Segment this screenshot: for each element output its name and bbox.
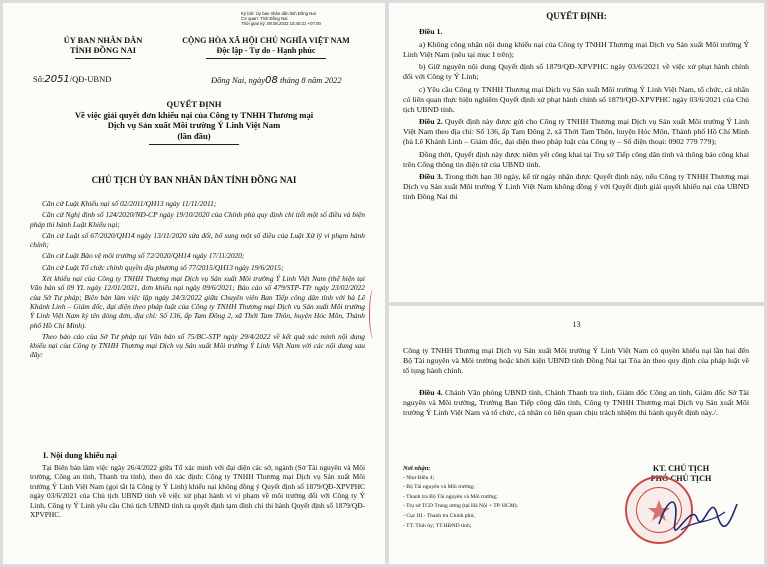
article-4-text: Chánh Văn phòng UBND tỉnh, Chánh Thanh tra tỉnh, Giám đốc Công an tỉnh, Giám đốc Sở Tài nguyên và Môi trường, Trưởng Ban Tiếp công dân tỉnh, Công ty TNHH Thương mại Dịch vụ Sản xuất Môi trường Ý Linh Việt Nam và tổ chức, cá nhân có liên quan chịu trách nhiệm thi hành quyết định này./. [403, 388, 749, 417]
agency-header [45, 36, 161, 59]
authority-heading: CHỦ TỊCH ỦY BAN NHÂN DÂN TỈNH ĐỒNG NAI [91, 175, 297, 185]
digital-signature-line: Ký bởi: Ủy ban nhân dân tỉnh Đồng Nai [241, 11, 316, 16]
article-2-label: Điều 2. [419, 117, 443, 127]
date-day-handwritten: 08 [265, 75, 278, 86]
document-page-1 [3, 3, 385, 564]
decision-subtitle-line3: (lần đầu) [177, 130, 211, 141]
article-3-label: Điều 3. [419, 172, 443, 182]
article-1-item: b) Giữ nguyên nội dung Quyết định số 1879/QĐ-XPVPHC ngày 03/6/2021 về việc xử phạt hành chính đối với Công ty Ý Linh; [403, 62, 749, 82]
legal-basis-item: Căn cứ Luật Khiếu nại số 02/2011/QH13 ngày 11/11/2011; [42, 199, 217, 208]
date-line [211, 75, 342, 86]
date-prefix: Đồng Nai, ngày [211, 75, 266, 85]
article-1 [403, 27, 749, 37]
handwritten-signature [651, 484, 741, 544]
recipients-label: Nơi nhận: [403, 465, 431, 472]
legal-basis-item: Căn cứ Luật Bảo vệ môi trường số 72/2020/QH14 ngày 17/11/2020; [42, 251, 245, 261]
page-number: 13 [572, 320, 581, 329]
article-1-item: c) Yêu cầu Công ty TNHH Thương mại Dịch vụ Sản xuất Môi trường Ý Linh Việt Nam, tổ chức, cá nhân có liên quan thực hiện nghiêm Quyết định xử phạt hành chính số 1879/QĐ-XPVPHC ngày 03/6/2021 của Chủ tịch UBND tỉnh. [403, 84, 749, 114]
articles-body [403, 27, 749, 202]
recipient-item: - Cục III - Thanh tra Chính phủ; [403, 512, 475, 519]
article-1-label: Điều 1. [419, 27, 443, 36]
legal-basis-item: Xét khiếu nại của Công ty TNHH Thương mại Dịch vụ Sản xuất Môi trường Ý Linh Việt Nam (thể hiện tại Văn bản số 09 YL ngày 12/01/2021, đơn khiếu nại ngày 09/6/2021; Báo cáo số 479/STP-TTr ngày 23/02/2022 của Sở Tư pháp; Biên bản làm việc lập ngày 24/3/2022 giữa Chuyên viên Ban Tiếp công dân tỉnh với bà Lê Khánh Linh – Giám đốc, đại diện theo pháp luật của Công ty TNHH Thương mại Dịch vụ Sản xuất Môi trường Ý Linh Việt Nam ký tên đóng đơn, địa chỉ: Số 136, ấp Tam Đông 2, xã Thới Tam Thôn, huyện Hóc Môn, Thành phố Hồ Chí Minh). [30, 274, 365, 330]
national-motto: Độc lập - Tự do - Hạnh phúc [216, 46, 316, 55]
recipient-item: - Như Điều 4; [403, 474, 435, 481]
date-suffix: tháng 8 năm 2022 [279, 75, 342, 85]
article-3 [403, 172, 749, 201]
article-4-label: Điều 4. [419, 388, 443, 397]
section-1-body: Tại Biên bản làm việc ngày 26/4/2022 giữa Tổ xác minh với đại diện các sở, ngành (Sở Tài nguyên và Môi trường, Công an tỉnh, Thanh tra tỉnh), theo đó xác định: Công ty TNHH Thương mại Dịch vụ Sản xuất Môi trường Ý Linh Việt Nam (gọi tắt là Công ty Ý Linh) khiếu nại không đồng ý Quyết định số 1879/QĐ-XPVPHC ngày 03/6/2021 của Chủ tịch UBND tỉnh về việc xử phạt hành vi vi phạm về môi trường đối với Công ty Ý Linh, Công ty Ý Linh yêu cầu Chủ tịch UBND tỉnh ra quyết định tạm đình chỉ thi hành Quyết định số 1879/QĐ-XPVPHC. [30, 463, 365, 520]
article-4 [403, 388, 749, 417]
decision-subtitle-line1: Về việc giải quyết đơn khiếu nại của Công ty TNHH Thương mại [74, 109, 314, 120]
national-name: CỘNG HÒA XÃ HỘI CHỦ NGHĨA VIỆT NAM [182, 36, 350, 45]
number-handwritten: 2051 [44, 74, 70, 85]
decision-heading: QUYẾT ĐỊNH: [546, 11, 607, 21]
article-2 [403, 117, 749, 146]
signer-line-1: KT. CHỦ TỊCH [652, 464, 710, 473]
digital-signature-line: Thời gian ký: 08.08.2022 15:40:21 +07:00 [241, 21, 321, 27]
decision-title: QUYẾT ĐỊNH [166, 99, 222, 109]
document-page-2 [389, 3, 764, 302]
digital-signature-line: Cơ quan: Tỉnh Đồng Nai [241, 16, 288, 22]
agency-name-line2: TỈNH ĐỒNG NAI [69, 46, 137, 55]
number-suffix: /QĐ-UBND [69, 74, 112, 84]
motto-underline [206, 58, 326, 59]
legal-basis-item: Căn cứ Luật Tổ chức chính quyền địa phương số 77/2015/QH13 ngày 19/6/2015; [42, 262, 284, 272]
title-underline [149, 144, 239, 145]
recipient-item: - TT. Tỉnh ủy; TT.HĐND tỉnh; [403, 522, 472, 529]
section-1-heading: I. Nội dung khiếu nại [43, 451, 117, 460]
recipient-item: - Bộ Tài nguyên và Môi trường; [403, 484, 475, 491]
recipient-item: - Trụ sở TCD Trung ương (tại Hà Nội + TP. HCM); [403, 503, 519, 510]
legal-basis-item: Căn cứ Luật số 67/2020/QH14 ngày 13/11/2020 sửa đổi, bổ sung một số điều của Luật Xử lý vi phạm hành chính; [30, 230, 365, 250]
recipient-item: - Thanh tra Bộ Tài nguyên và Môi trường; [403, 493, 498, 500]
legal-basis-item: Theo báo cáo của Sở Tư pháp tại Văn bản số 75/BC-STP ngày 29/4/2022 về kết quả xác minh nội dung khiếu nại của Công ty TNHH Thương mại Dịch vụ Sản xuất Môi trường Ý Linh Việt Nam với các nội dung sau đây: [30, 331, 365, 360]
document-page-3 [389, 306, 764, 564]
article-2-text: Quyết định này được gửi cho Công ty TNHH Thương mại Dịch vụ Sản xuất Môi trường Ý Linh Việt Nam theo địa chỉ: Số 136, ấp Tam Đông 2, xã Thới Tam Thôn, huyện Hóc Môn, Thành phố Hồ Chí Minh (bà Lê Khánh Linh – Giám đốc, đại diện theo pháp luật của Công ty – Số điện thoại: 0902 779 779); [403, 117, 749, 146]
national-motto-header [163, 36, 369, 59]
document-number [33, 74, 111, 85]
legal-basis-item: Căn cứ Nghị định số 124/2020/NĐ-CP ngày 19/10/2020 của Chính phủ quy định chi tiết một số điều và biện pháp thi hành Luật Khiếu nại; [30, 210, 365, 229]
decision-subtitle-line2: Dịch vụ Sản xuất Môi trường Ý Linh Việt Nam [107, 120, 281, 130]
legal-bases [30, 199, 365, 362]
agency-underline [75, 58, 131, 59]
agency-name-line1: ỦY BAN NHÂN DÂN [63, 36, 143, 45]
continuation-paragraph: Công ty TNHH Thương mại Dịch vụ Sản xuất Môi trường Ý Linh Việt Nam có quyền khiếu nại lần hai đến Bộ Tài nguyên và Môi trường hoặc khởi kiện UBND tỉnh Đồng Nai tại Tòa án theo quy định của pháp luật về tố tụng hành chính. [403, 346, 749, 375]
article-3-text: Trong thời hạn 30 ngày, kể từ ngày nhận được Quyết định này, nếu Công ty TNHH Thương mại Dịch vụ Sản xuất Môi trường Ý Linh Việt Nam không đồng ý với Quyết định giải quyết khiếu nại của UBND tỉnh Đồng Nai thì [403, 172, 749, 201]
margin-mark [369, 289, 378, 339]
recipients-block [403, 464, 573, 531]
number-label: Số: [33, 74, 45, 84]
article-1-item: a) Không công nhận nội dung khiếu nại của Công ty TNHH Thương mại Dịch vụ Sản xuất Môi trường Ý Linh Việt Nam (nêu tại mục I trên); [403, 39, 749, 59]
digital-signature-block [241, 11, 381, 27]
signer-line-2: PHÓ CHỦ TỊCH [650, 474, 712, 483]
decision-title-block [23, 99, 365, 145]
article-2-extra: Đồng thời, Quyết định này được niêm yết công khai tại Trụ sở Tiếp công dân tỉnh và thông báo công khai trên Cổng thông tin điện tử của UBND tỉnh. [403, 149, 749, 169]
